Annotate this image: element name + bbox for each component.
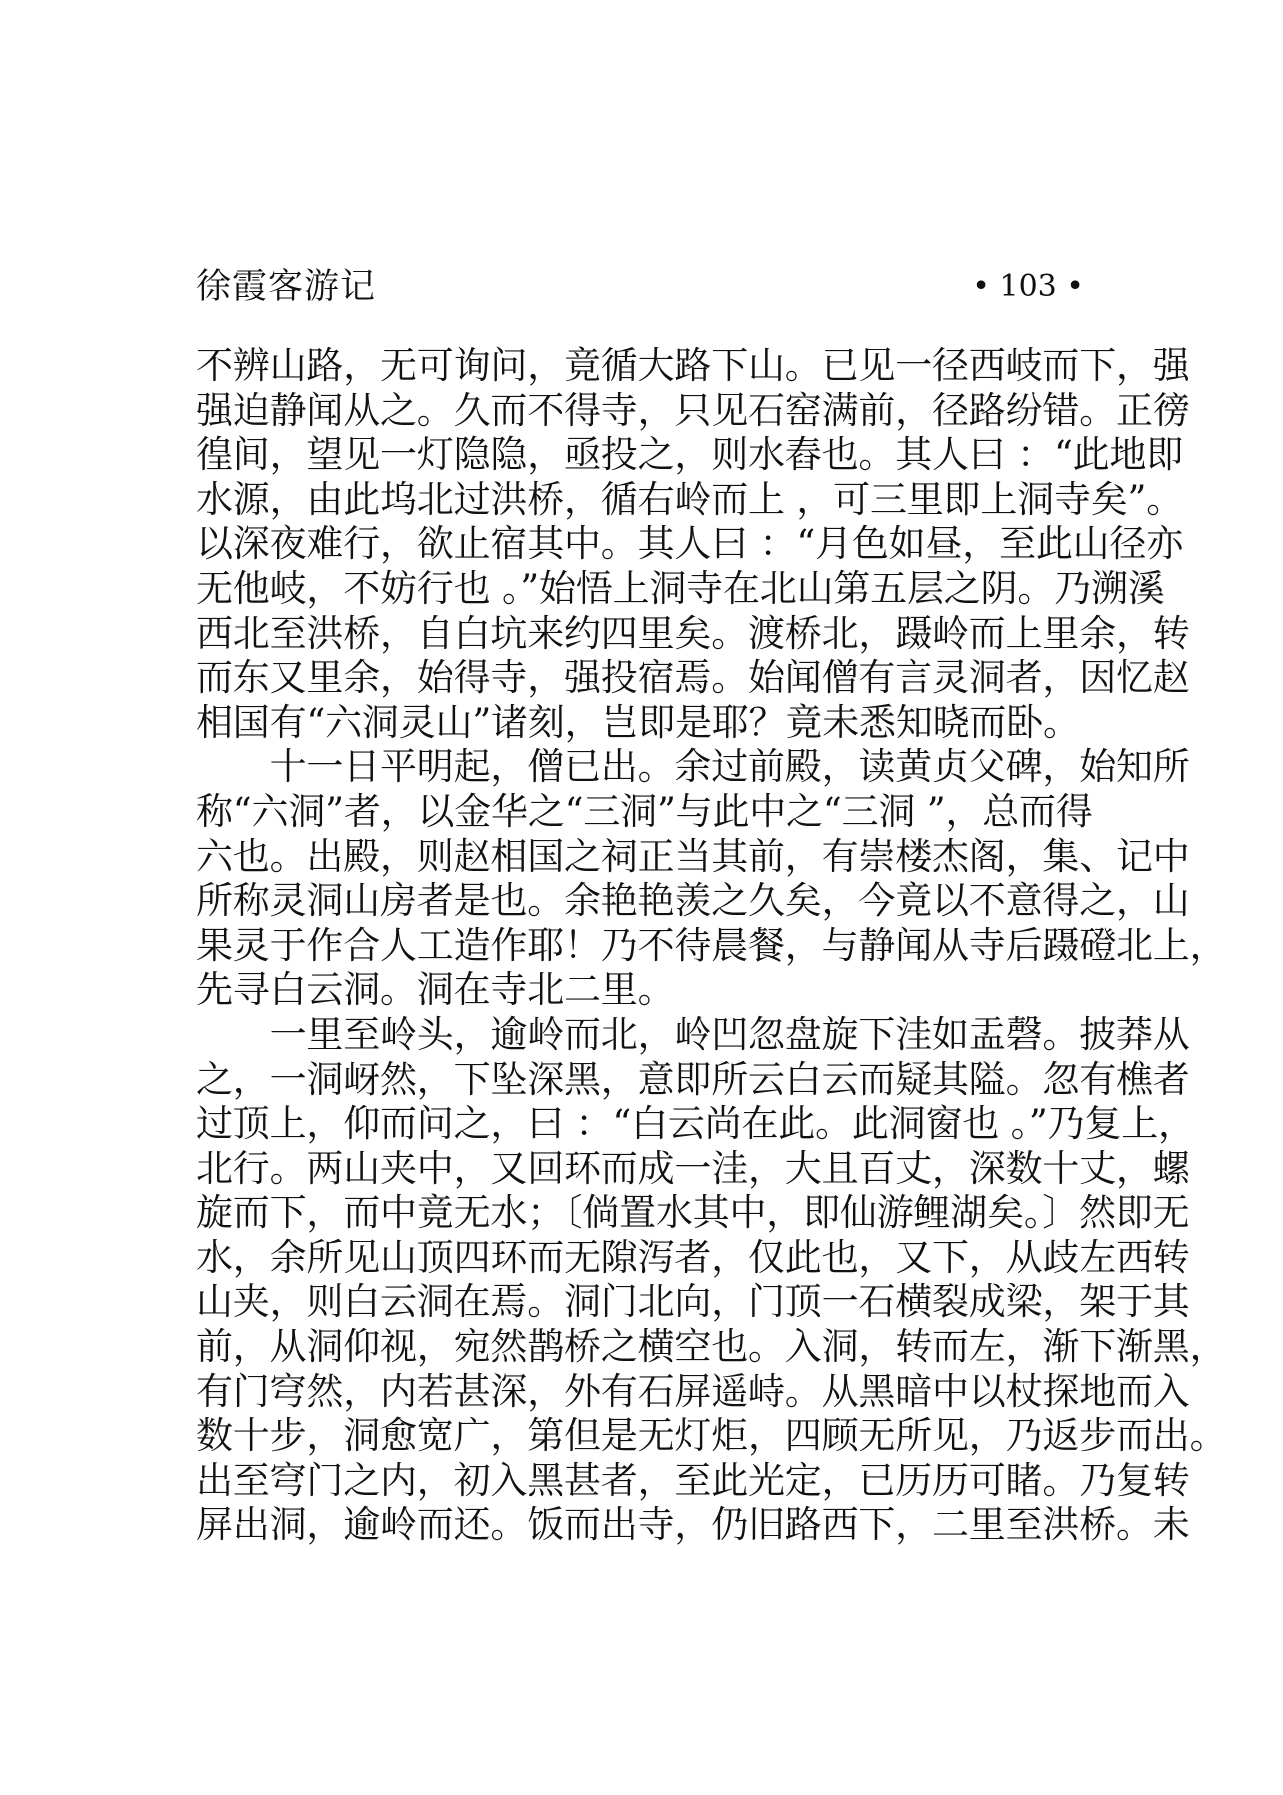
text-line: 无他岐，不妨行也 。”始悟上洞寺在北山第五层之阴。乃溯溪 [196, 566, 1165, 610]
text-line: 北行。两山夹中，又回环而成一洼，大且百丈，深数十丈，螺 [196, 1146, 1190, 1190]
text-line: 强迫静闻从之。久而不得寺，只见石窑满前，径路纷错。正徬 [196, 388, 1190, 432]
text-line: 西北至洪桥，自白坑来约四里矣。渡桥北，蹑岭而上里余，转 [196, 611, 1190, 655]
text-line: 旋而下，而中竟无水；〔倘置水其中，即仙游鲤湖矣。〕然即无 [196, 1191, 1190, 1235]
text-line: 前，从洞仰视，宛然鹊桥之横空也。入洞，转而左，渐下渐黑， [196, 1325, 1227, 1369]
text-line: 水，余所见山顶四环而无隙泻者，仅此也，又下，从歧左西转 [196, 1235, 1190, 1279]
text-line: 数十步，洞愈宽广，第但是无灯炬，四顾无所见，乃返步而出。 [196, 1414, 1227, 1458]
text-line: 徨间，望见一灯隐隐，亟投之，则水舂也。其人曰 ：“此地即 [196, 433, 1184, 477]
text-line: 山夹，则白云洞在焉。洞门北向，门顶一石横裂成梁，架于其 [196, 1280, 1190, 1324]
text-line: 之，一洞岈然，下坠深黑，意即所云白云而疑其隘。忽有樵者 [196, 1057, 1190, 1101]
text-line: 所称灵洞山房者是也。余艳艳羡之久矣，今竟以不意得之，山 [196, 879, 1190, 923]
text-line: 先寻白云洞。洞在寺北二里。 [196, 968, 675, 1012]
body-text [196, 344, 1227, 1548]
text-line: 屏出洞，逾岭而还。饭而出寺，仍旧路西下，二里至洪桥。未 [196, 1503, 1190, 1547]
text-line: 相国有“六洞灵山”诸刻，岂即是耶？竟未悉知晓而卧。 [196, 700, 1080, 744]
text-line: 有门穹然，内若甚深，外有石屏遥峙。从黑暗中以杖探地而入 [196, 1369, 1190, 1413]
page-header [196, 262, 1084, 312]
text-line: 不辨山路，无可询问，竟循大路下山。已见一径西岐而下，强 [196, 344, 1190, 387]
text-line: 过顶上，仰而问之，曰 ：“白云尚在此。此洞窗也 。”乃复上， [196, 1102, 1195, 1146]
paragraph-start-line: 一里至岭头，逾岭而北，岭凹忽盘旋下洼如盂磬。披莽从 [196, 1012, 1190, 1056]
book-title: 徐霞客游记 [196, 267, 377, 307]
paragraph-start-line: 十一日平明起，僧已出。余过前殿，读黄贞父碑，始知所 [196, 745, 1190, 789]
text-line: 称“六洞”者，以金华之“三洞”与此中之“三洞 ”，总而得 [196, 789, 1093, 833]
text-line: 以深夜难行，欲止宿其中。其人曰 ：“月色如昼，至此山径亦 [196, 522, 1184, 566]
text-line: 而东又里余，始得寺，强投宿焉。始闻僧有言灵洞者，因忆赵 [196, 656, 1190, 700]
text-line: 六也。出殿，则赵相国之祠正当其前，有崇楼杰阁，集、记中 [196, 834, 1190, 878]
text-line: 出至穹门之内，初入黑甚者，至此光定，已历历可睹。乃复转 [196, 1458, 1190, 1502]
text-line: 水源，由此坞北过洪桥，循右岭而上 ，可三里即上洞寺矣”。 [196, 477, 1184, 521]
text-line: 果灵于作合人工造作耶！乃不待晨餐，与静闻从寺后蹑磴北上， [196, 923, 1227, 967]
page-number: • 103 • [972, 269, 1084, 304]
